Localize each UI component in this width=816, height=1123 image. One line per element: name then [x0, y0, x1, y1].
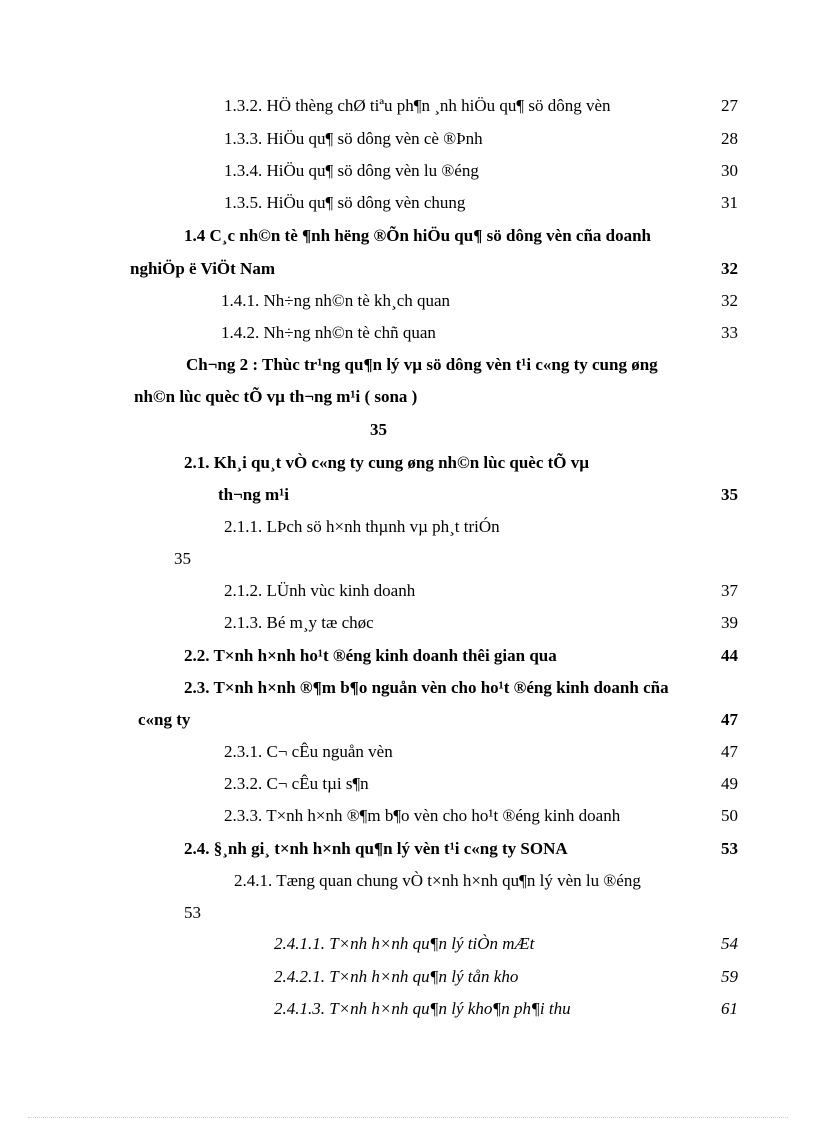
toc-entry [224, 93, 738, 119]
toc-entry-title-cont: nh©n lùc quèc tÕ vµ th¬ng m¹i ( sona ) [134, 387, 418, 406]
toc-entry [224, 126, 738, 152]
toc-entry-page: 35 [174, 549, 191, 568]
toc-chapter-heading [134, 384, 694, 410]
toc-entry [221, 288, 738, 314]
toc-entry-title: 2.3.3. T×nh h×nh ®¶m b¶o vèn cho ho¹t ®éng kinh doanh [224, 806, 621, 825]
toc-entry-page-line [174, 546, 214, 572]
toc-entry-page: 49 [721, 774, 738, 793]
toc-entry-title-cont: c«ng ty [138, 710, 191, 729]
toc-section-heading [184, 643, 738, 669]
toc-entry [224, 190, 738, 216]
toc-section-heading [184, 223, 744, 249]
toc-entry-title: 2.2. T×nh h×nh ho¹t ®éng kinh doanh thêi gian qua [184, 646, 557, 665]
toc-entry-page: 32 [721, 259, 738, 278]
toc-entry-title: 1.4 C¸c nh©n tè ¶nh hëng ®Õn hiÖu qu¶ sö dông vèn cña doanh [184, 226, 652, 245]
toc-entry-page: 39 [721, 613, 738, 632]
toc-entry-page: 35 [721, 485, 738, 504]
toc-entry-page: 47 [721, 742, 738, 761]
toc-section-heading [130, 256, 738, 282]
toc-entry [224, 739, 738, 765]
toc-entry-title: 2.3.2. C¬ cÊu tµi s¶n [224, 774, 369, 793]
toc-entry-page: 59 [721, 967, 738, 986]
toc-entry-title: 2.1.3. Bé m¸y tæ chøc [224, 613, 374, 632]
toc-entry-page: 27 [721, 96, 738, 115]
toc-entry-title: Ch¬ng 2 : Thùc tr¹ng qu¶n lý vµ sö dông vèn t¹i c«ng ty cung øng [186, 355, 658, 374]
toc-entry-page: 53 [184, 903, 201, 922]
toc-entry-page-line [184, 900, 224, 926]
toc-entry-title: 2.1.1. LÞch sö h×nh thµnh vµ ph¸t triÓn [224, 517, 500, 536]
toc-entry [234, 868, 714, 894]
toc-entry-page: 50 [721, 806, 738, 825]
toc-entry-page: 53 [721, 839, 738, 858]
toc-entry-page: 30 [721, 161, 738, 180]
toc-entry-page: 33 [721, 323, 738, 342]
toc-entry-page: 61 [721, 999, 738, 1018]
toc-entry-title: 2.1. Kh¸i qu¸t vÒ c«ng ty cung øng nh©n lùc quèc tÕ vµ [184, 453, 590, 472]
toc-subentry [274, 964, 738, 990]
toc-entry-title: 1.3.4. HiÖu qu¶ sö dông vèn lu ®éng [224, 161, 479, 180]
toc-chapter-heading [186, 352, 746, 378]
toc-entry-page: 47 [721, 710, 738, 729]
toc-entry-title: 1.4.2. Nh÷ng nh©n tè chñ quan [221, 323, 436, 342]
toc-entry [224, 610, 738, 636]
toc-entry-title: 2.4.1.3. T×nh h×nh qu¶n lý kho¶n ph¶i thu [274, 999, 571, 1018]
toc-entry-page: 32 [721, 291, 738, 310]
toc-entry [224, 803, 738, 829]
toc-entry-page: 37 [721, 581, 738, 600]
toc-entry-page: 31 [721, 193, 738, 212]
toc-entry [224, 158, 738, 184]
toc-entry-title: 2.4.1. Tæng quan chung vÒ t×nh h×nh qu¶n lý vèn lu ®éng [234, 871, 641, 890]
page-bottom-rule [28, 1117, 788, 1118]
toc-entry-title: 2.4.2.1. T×nh h×nh qu¶n lý tån kho [274, 967, 519, 986]
toc-section-heading [138, 707, 738, 733]
toc-entry-page: 28 [721, 129, 738, 148]
toc-entry [221, 320, 738, 346]
toc-entry-title: 2.4.1.1. T×nh h×nh qu¶n lý tiÒn mÆt [274, 934, 535, 953]
toc-section-heading [218, 482, 738, 508]
toc-entry-title: 1.3.5. HiÖu qu¶ sö dông vèn chung [224, 193, 466, 212]
toc-subentry [274, 996, 738, 1022]
toc-entry-title: 2.1.2. LÜnh vùc kinh doanh [224, 581, 416, 600]
toc-section-heading [184, 675, 744, 701]
toc-entry-page: 35 [370, 420, 387, 439]
toc-entry-title: 2.4. §¸nh gi¸ t×nh h×nh qu¶n lý vèn t¹i c«ng ty SONA [184, 839, 568, 858]
toc-entry [224, 514, 624, 540]
toc-entry-title: 1.4.1. Nh÷ng nh©n tè kh¸ch quan [221, 291, 451, 310]
toc-entry-title: 2.3. T×nh h×nh ®¶m b¶o nguån vèn cho ho¹t ®éng kinh doanh cña [184, 678, 669, 697]
toc-entry [224, 771, 738, 797]
toc-entry-title-cont: nghiÖp ë ViÖt Nam [130, 259, 275, 278]
toc-entry-title: 1.3.3. HiÖu qu¶ sö dông vèn cè ®Þnh [224, 129, 483, 148]
toc-section-heading [184, 450, 724, 476]
toc-entry [224, 578, 738, 604]
toc-entry-page-line [370, 417, 410, 443]
toc-entry-title-cont: th¬ng m¹i [218, 485, 289, 504]
toc-entry-page: 44 [721, 646, 738, 665]
toc-entry-title: 2.3.1. C¬ cÊu nguån vèn [224, 742, 393, 761]
toc-subentry [274, 931, 738, 957]
toc-entry-page: 54 [721, 934, 738, 953]
toc-section-heading [184, 836, 738, 862]
toc-entry-title: 1.3.2. HÖ thèng chØ tiªu ph¶n ¸nh hiÖu qu¶ sö dông vèn [224, 96, 611, 115]
